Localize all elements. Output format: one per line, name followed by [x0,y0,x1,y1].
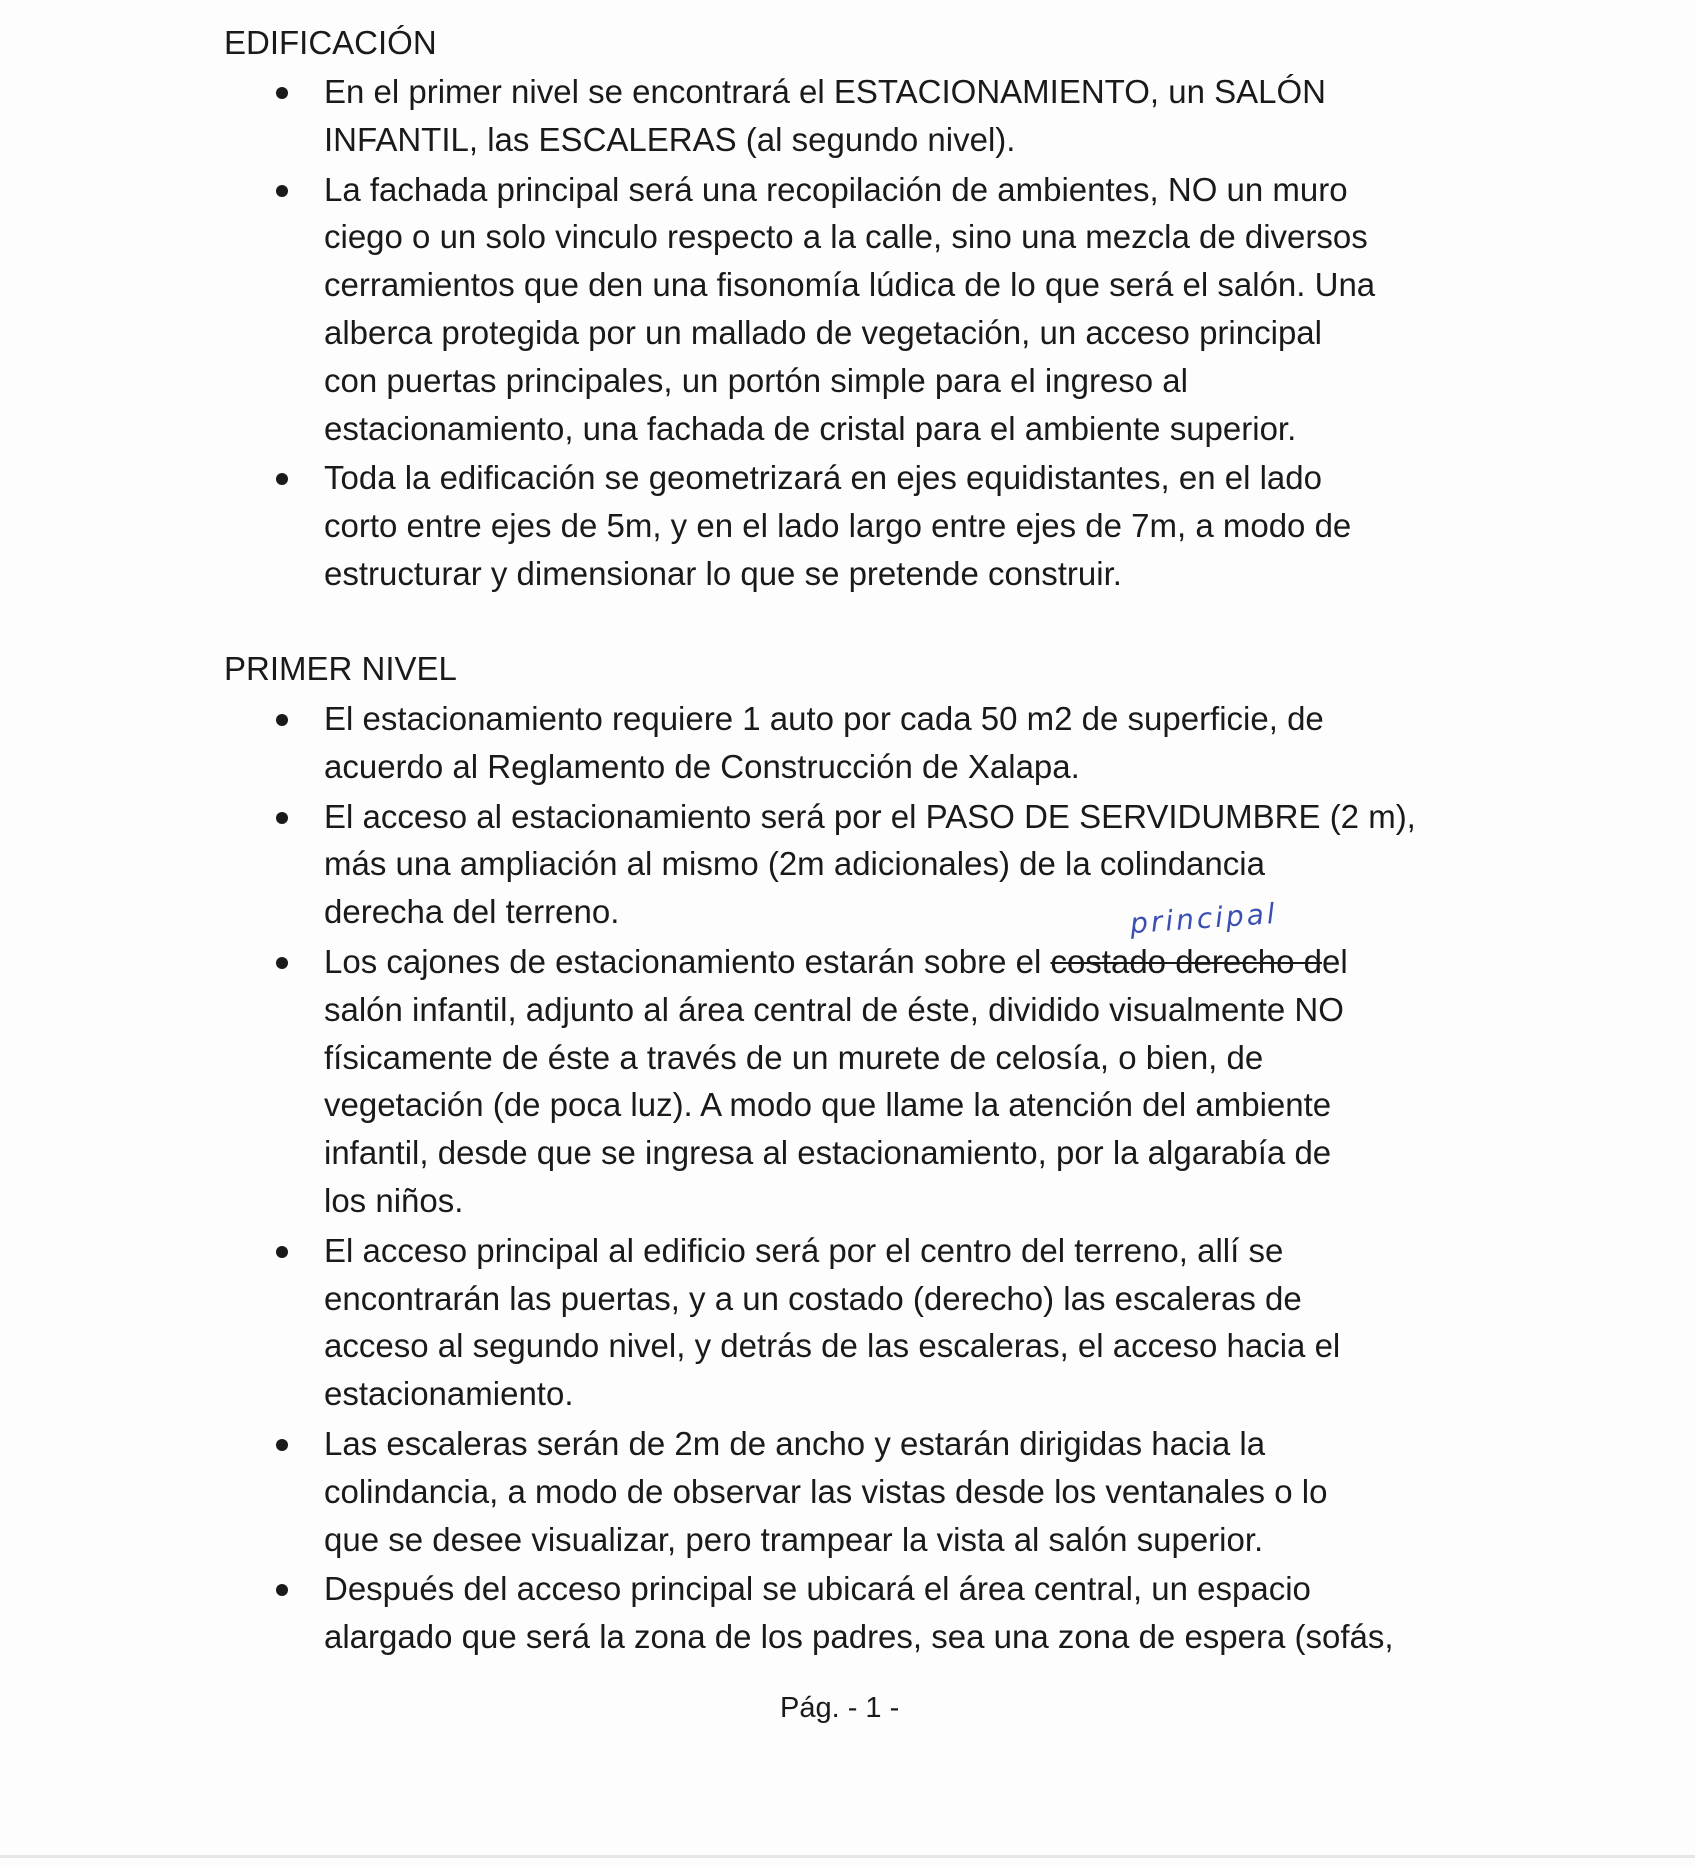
text-line: En el primer nivel se encontrará el ESTACIONAMIENTO, un SALÓN [324,73,1326,110]
bullet-list-edificacion [224,68,1454,598]
text-line: corto entre ejes de 5m, y en el lado largo entre ejes de 7m, a modo de [324,507,1352,545]
text-line: El acceso al estacionamiento será por el PASO DE SERVIDUMBRE (2 m), [324,797,1416,835]
text-line: colindancia, a modo de observar las vistas desde los ventanales o lo [324,1472,1328,1510]
list-item [224,68,1454,164]
text-segment: Los cajones de estacionamiento estarán sobre el [324,942,1051,980]
text-line: La fachada principal será una recopilación de ambientes, NO un muro [324,170,1348,208]
bullet-list-primer-nivel [224,695,1454,1661]
bullet-icon [276,714,288,726]
bullet-icon [276,1439,288,1451]
list-item [224,454,1454,597]
text-line: más una ampliación al mismo (2m adicionales) de la colindancia [324,845,1265,883]
list-item [224,938,1454,1225]
text-line: INFANTIL, las ESCALERAS (al segundo nivel). [324,120,1016,158]
text-line [324,938,1454,986]
text-line: derecha del terreno. [324,893,620,931]
text-line: físicamente de éste a través de un murete de celosía, o bien, de [324,1038,1264,1076]
bullet-icon [276,185,288,197]
list-item [224,1420,1454,1563]
text-line: ciego o un solo vinculo respecto a la calle, sino una mezcla de diversos [324,218,1368,256]
text-line: Las escaleras serán de 2m de ancho y estarán dirigidas hacia la [324,1424,1266,1462]
section-heading-edificacion: EDIFICACIÓN [224,24,437,61]
list-item [224,1227,1454,1418]
list-item [224,166,1454,453]
bullet-icon [276,1246,288,1258]
struck-text: costado derecho d [1050,942,1322,980]
page-number: Pág. - 1 - [780,1692,900,1724]
text-line: alargado que será la zona de los padres, sea una zona de espera (sofás, [324,1618,1394,1656]
list-item [224,1565,1454,1661]
bullet-icon [276,473,288,485]
handwritten-annotation: principal [1128,896,1279,941]
text-line: alberca protegida por un mallado de vegetación, un acceso principal [324,313,1322,351]
text-line: El estacionamiento requiere 1 auto por cada 50 m2 de superficie, de [324,700,1324,737]
bullet-icon [276,1584,288,1596]
text-line: con puertas principales, un portón simple para el ingreso al [324,361,1188,399]
text-line: acuerdo al Reglamento de Construcción de Xalapa. [324,747,1080,785]
text-line: que se desee visualizar, pero trampear la vista al salón superior. [324,1520,1264,1558]
text-line: infantil, desde que se ingresa al estacionamiento, por la algarabía de [324,1134,1332,1172]
text-line: Después del acceso principal se ubicará el área central, un espacio [324,1570,1311,1608]
text-segment: el [1321,942,1348,980]
section-heading-primer-nivel: PRIMER NIVEL [224,650,457,687]
text-line: salón infantil, adjunto al área central de éste, dividido visualmente NO [324,990,1344,1028]
text-line: Toda la edificación se geometrizará en ejes equidistantes, en el lado [324,459,1322,497]
text-line: los niños. [324,1181,464,1219]
text-line: estructurar y dimensionar lo que se pretende construir. [324,554,1122,592]
text-line: acceso al segundo nivel, y detrás de las escaleras, el acceso hacia el [324,1327,1341,1365]
text-line: estacionamiento. [324,1375,574,1413]
text-line: El acceso principal al edificio será por el centro del terreno, allí se [324,1231,1284,1269]
bullet-icon [276,87,288,99]
text-line: cerramientos que den una fisonomía lúdica de lo que será el salón. Una [324,266,1376,304]
text-line: vegetación (de poca luz). A modo que llame la atención del ambiente [324,1086,1332,1124]
scan-edge-divider [0,1855,1695,1858]
bullet-icon [276,812,288,824]
text-line: encontrarán las puertas, y a un costado (derecho) las escaleras de [324,1279,1302,1317]
text-line: estacionamiento, una fachada de cristal para el ambiente superior. [324,409,1297,447]
list-item [224,695,1454,791]
bullet-icon [276,957,288,969]
